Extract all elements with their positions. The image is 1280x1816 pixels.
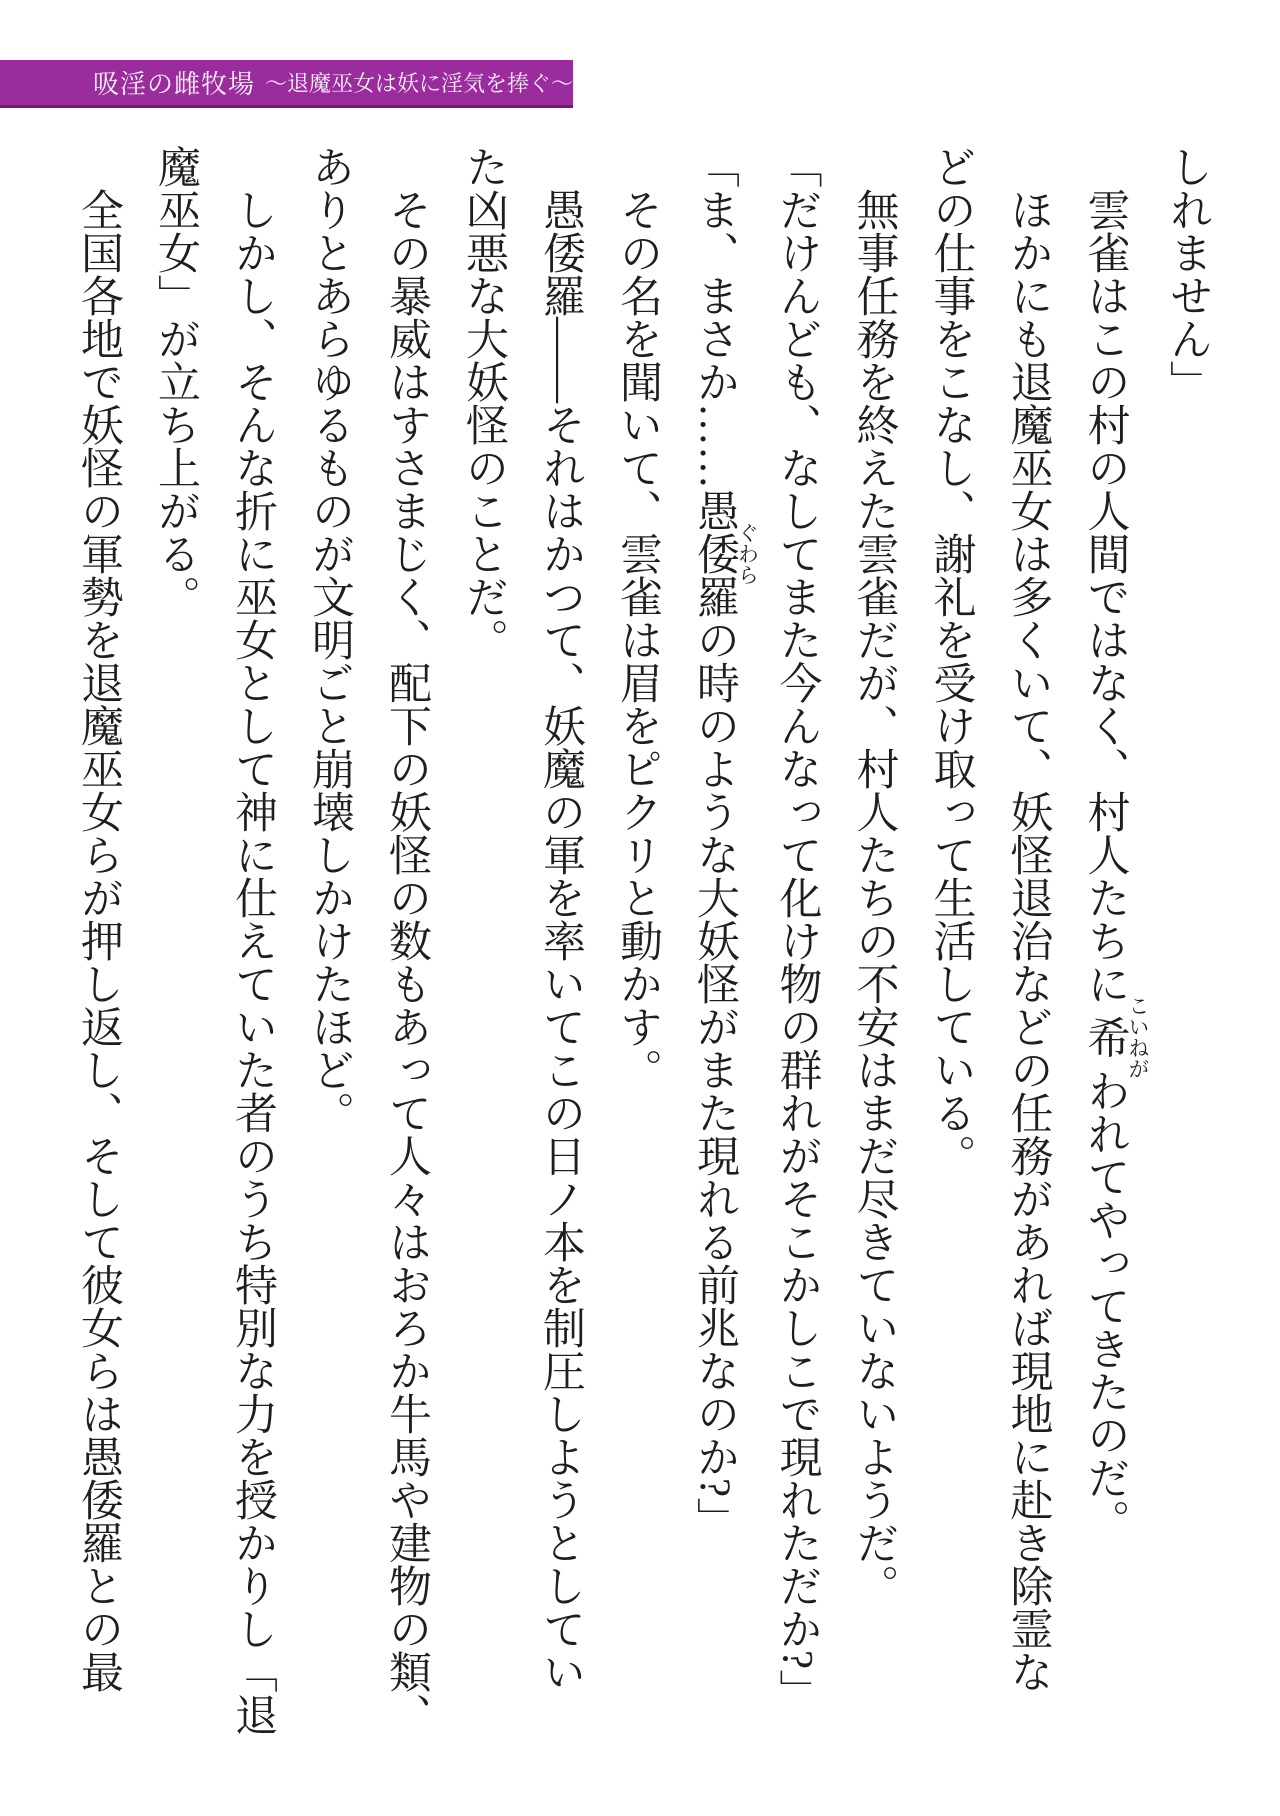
novel-text-body [60, 145, 1226, 1745]
text-line [60, 145, 137, 1745]
book-title: 吸淫の雌牧場 [93, 70, 256, 99]
text-segment: 魔巫女」が立ち上がる。 [152, 145, 199, 618]
text-line [214, 145, 291, 1745]
text-line [291, 145, 368, 1745]
text-segment: の時のような大妖怪がまた現れる前兆なのか?」 [691, 618, 738, 1541]
text-segment: 「だけんども、なしてまた今んなって化け物の群れがそこかしこで現れただか?」 [773, 145, 821, 1713]
text-segment: 愚倭羅——それはかつて、妖魔の軍を率いてこの日ノ本を制圧しようとしてい [537, 188, 584, 1693]
text-segment: その暴威はすさまじく、配下の妖怪の数もあって人々はおろか牛馬や建物の類、 [383, 188, 430, 1736]
text-segment: 「ま、まさか…… [691, 145, 738, 489]
text-line [836, 145, 913, 1745]
ruby-furigana: ぐわら [735, 489, 760, 618]
ruby-furigana: こいねが [1126, 995, 1150, 1079]
text-line [1067, 145, 1150, 1745]
text-segment: 全国各地で妖怪の軍勢を退魔巫女らが押し返し、そして彼女らは愚倭羅との最 [75, 188, 122, 1693]
text-segment: 雲雀はこの村の人間ではなく、村人たちに [1081, 188, 1129, 1005]
ruby-annotated-word [691, 489, 760, 618]
ruby-base: 愚倭羅 [691, 489, 738, 618]
text-line [368, 145, 445, 1745]
text-line [913, 145, 990, 1745]
text-segment: た凶悪な大妖怪のことだ。 [460, 145, 507, 661]
text-line [137, 145, 214, 1745]
text-segment: ほかにも退魔巫女は多くいて、妖怪退治などの任務があれば現地に赴き除霊な [1004, 188, 1052, 1693]
text-line [599, 145, 676, 1745]
text-segment: 無事任務を終えた雲雀だが、村人たちの不安はまだ尽きていないようだ。 [850, 188, 898, 1607]
text-segment: しれません」 [1164, 145, 1211, 403]
book-subtitle: ～退魔巫女は妖に淫気を捧ぐ～ [265, 71, 573, 96]
book-title-bar [0, 60, 573, 108]
text-segment: しかし、そんな折に巫女として神に仕えていた者のうち特別な力を授かりし「退 [229, 188, 276, 1736]
text-line [1149, 145, 1226, 1745]
text-line [676, 145, 759, 1745]
text-line [522, 145, 599, 1745]
ruby-base: 希 [1081, 995, 1129, 1079]
text-segment: その名を聞いて、雲雀は眉をピクリと動かす。 [614, 188, 661, 1091]
text-segment: ありとあらゆるものが文明ごと崩壊しかけたほど。 [306, 145, 353, 1134]
text-line [445, 145, 522, 1745]
ruby-annotated-word [1081, 995, 1150, 1079]
text-segment: われてやってきたのだ。 [1081, 1069, 1129, 1542]
text-line [759, 145, 836, 1745]
text-line [990, 145, 1067, 1745]
text-segment: どの仕事をこなし、謝礼を受け取って生活している。 [927, 145, 975, 1177]
